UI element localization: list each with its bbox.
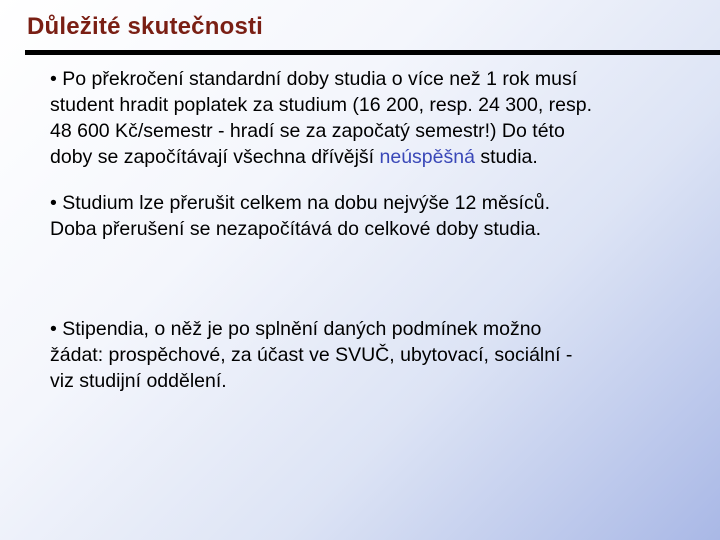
slide-title: Důležité skutečnosti: [27, 13, 264, 40]
bullet-study-interruption: [50, 190, 710, 242]
bullet-scholarships: [50, 316, 710, 394]
bullet-line: • Po překročení standardní doby studia o více než 1 rok musí: [50, 68, 578, 90]
text-segment: studia.: [474, 146, 538, 168]
bullet-line: Doba přerušení se nezapočítává do celkové doby studia.: [50, 218, 542, 240]
highlighted-word: neúspěšná: [379, 146, 475, 168]
bullet-line: • Studium lze přerušit celkem na dobu nejvýše 12 měsíců.: [50, 192, 550, 214]
bullet-line: viz studijní oddělení.: [50, 370, 227, 392]
title-divider: [25, 50, 720, 55]
bullet-line: • Stipendia, o něž je po splnění daných podmínek možno: [50, 318, 542, 340]
bullet-line-last: [50, 144, 710, 170]
bullet-line: žádat: prospěchové, za účast ve SVUČ, ubytovací, sociální -: [50, 344, 573, 366]
bullet-tuition-fee: [50, 66, 710, 170]
bullet-line: 48 600 Kč/semestr - hradí se za započatý semestr!) Do této: [50, 120, 565, 142]
bullet-line: student hradit poplatek za studium (16 200, resp. 24 300, resp.: [50, 94, 593, 116]
text-segment: doby se započítávají všechna dřívější: [50, 146, 380, 168]
